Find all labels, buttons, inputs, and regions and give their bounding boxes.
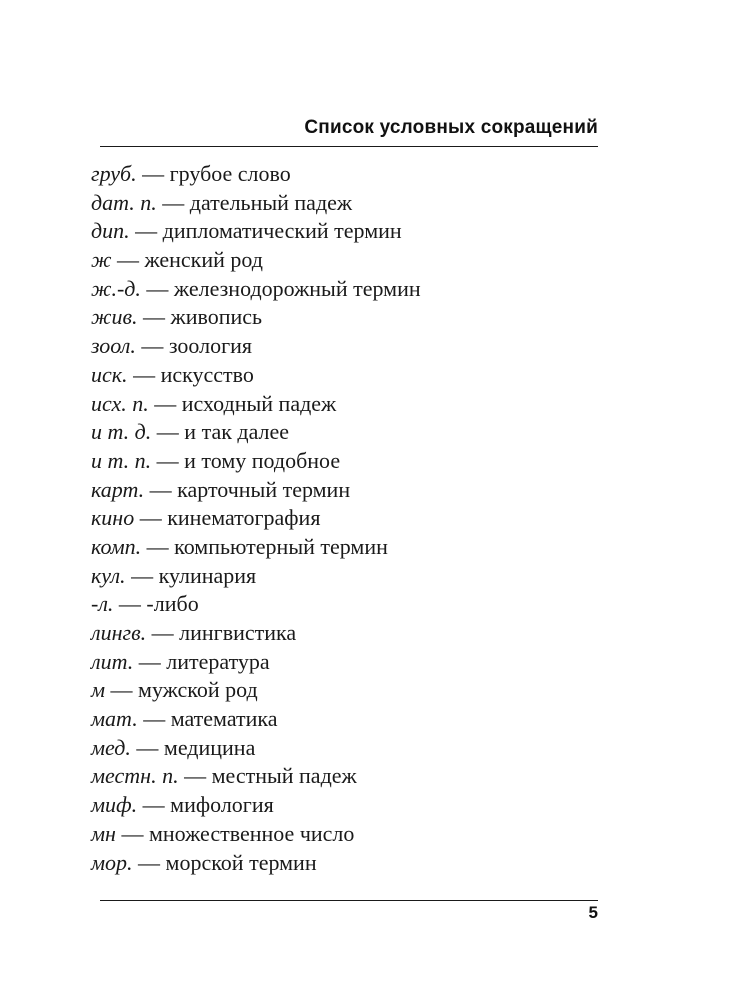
abbreviation: мед.: [91, 734, 131, 760]
separator-dash: —: [131, 562, 154, 588]
abbreviation-entry: [91, 275, 611, 304]
abbreviation-meaning: дипломатический термин: [162, 218, 402, 244]
abbreviation-meaning: математика: [170, 706, 278, 732]
abbreviation: дип.: [91, 218, 130, 244]
separator-dash: —: [116, 247, 139, 273]
separator-dash: —: [142, 792, 165, 818]
abbreviation-entry: [91, 590, 611, 619]
separator-dash: —: [142, 161, 165, 186]
abbreviation-meaning: литература: [166, 648, 270, 674]
abbreviation: жив.: [91, 304, 138, 330]
abbreviation-meaning: грубое слово: [169, 161, 291, 186]
abbreviation-entry: [91, 189, 611, 218]
abbreviation: ж.-д.: [91, 275, 141, 301]
abbreviation: комп.: [91, 533, 142, 559]
abbreviation: зоол.: [91, 333, 136, 359]
abbreviation-entry: [91, 476, 611, 505]
abbreviation: кино: [91, 505, 135, 531]
abbreviation-meaning: карточный термин: [177, 476, 351, 502]
separator-dash: —: [121, 820, 144, 846]
abbreviation-entry: [91, 160, 611, 189]
separator-dash: —: [146, 275, 169, 301]
separator-dash: —: [138, 648, 161, 674]
abbreviation: местн. п.: [91, 763, 179, 789]
abbreviation-meaning: морской термин: [165, 849, 317, 875]
abbreviation: груб.: [91, 161, 137, 186]
abbreviation-entry: [91, 762, 611, 791]
separator-dash: —: [151, 620, 174, 645]
abbreviation-meaning: мужской род: [138, 677, 258, 703]
page-number: 5: [588, 903, 598, 922]
abbreviation: -л.: [91, 591, 114, 617]
abbreviation-meaning: местный падеж: [211, 763, 357, 789]
abbreviation-meaning: искусство: [160, 361, 254, 387]
separator-dash: —: [141, 333, 164, 359]
abbreviation-entry: [91, 447, 611, 476]
separator-dash: —: [156, 419, 179, 445]
abbreviation: и т. д.: [91, 419, 152, 445]
abbreviation: исх. п.: [91, 390, 149, 416]
abbreviation-meaning: живопись: [170, 304, 263, 330]
abbreviation-entry: [91, 676, 611, 705]
separator-dash: —: [146, 533, 169, 559]
abbreviation-entry: [91, 217, 611, 246]
abbreviation: лит.: [91, 648, 134, 674]
abbreviation-entry: [91, 390, 611, 419]
separator-dash: —: [136, 734, 159, 760]
header-rule: [100, 146, 598, 147]
abbreviation-entry: [91, 246, 611, 275]
abbreviation: лингв.: [91, 620, 147, 645]
separator-dash: —: [162, 189, 185, 215]
abbreviation-meaning: мифология: [170, 792, 274, 818]
abbreviation-entry: [91, 418, 611, 447]
abbreviation: мат.: [91, 706, 138, 732]
abbreviation-entry: [91, 791, 611, 820]
abbreviation-entry: [91, 648, 611, 677]
abbreviation-entry: [91, 361, 611, 390]
separator-dash: —: [138, 849, 161, 875]
abbreviation-meaning: и тому подобное: [184, 447, 341, 473]
footer-rule: [100, 900, 598, 901]
separator-dash: —: [133, 361, 156, 387]
abbreviation-entry: [91, 562, 611, 591]
abbreviation: кул.: [91, 562, 126, 588]
separator-dash: —: [154, 390, 177, 416]
abbreviation-meaning: множественное число: [148, 820, 355, 846]
abbreviation: иск.: [91, 361, 128, 387]
abbreviation-entry: [91, 533, 611, 562]
abbreviation-meaning: компьютерный термин: [174, 533, 388, 559]
separator-dash: —: [110, 677, 133, 703]
abbreviation-meaning: дательный падеж: [189, 189, 353, 215]
abbreviation: ж: [91, 247, 112, 273]
separator-dash: —: [143, 706, 166, 732]
abbreviation-entry: [91, 504, 611, 533]
abbreviation-meaning: медицина: [163, 734, 256, 760]
running-head-title: Список условных сокращений: [304, 117, 598, 138]
abbreviation-entry: [91, 705, 611, 734]
abbreviation-meaning: исходный падеж: [181, 390, 337, 416]
abbreviation-meaning: зоология: [168, 333, 253, 359]
abbreviation-meaning: и так далее: [184, 419, 290, 445]
abbreviation-meaning: -либо: [146, 591, 199, 617]
abbreviation-meaning: кулинария: [158, 562, 257, 588]
abbreviation-entry: [91, 332, 611, 361]
abbreviation: дат. п.: [91, 189, 157, 215]
abbreviation-list: [91, 160, 611, 877]
abbreviation: миф.: [91, 792, 138, 818]
separator-dash: —: [156, 447, 179, 473]
separator-dash: —: [143, 304, 166, 330]
abbreviation: и т. п.: [91, 447, 152, 473]
abbreviation-meaning: лингвистика: [179, 620, 297, 645]
separator-dash: —: [149, 476, 172, 502]
separator-dash: —: [135, 218, 158, 244]
abbreviation-entry: [91, 734, 611, 763]
abbreviation: м: [91, 677, 106, 703]
abbreviation-entry: [91, 303, 611, 332]
abbreviation-meaning: железнодорожный термин: [173, 275, 421, 301]
abbreviation: мор.: [91, 849, 133, 875]
separator-dash: —: [118, 591, 141, 617]
abbreviation-entry: [91, 849, 611, 878]
abbreviation-meaning: кинематография: [167, 505, 321, 531]
abbreviation-entry: [91, 619, 611, 648]
separator-dash: —: [184, 763, 207, 789]
abbreviation: карт.: [91, 476, 145, 502]
separator-dash: —: [139, 505, 162, 531]
abbreviation-meaning: женский род: [144, 247, 263, 273]
abbreviation-entry: [91, 820, 611, 849]
abbreviation: мн: [91, 820, 116, 846]
